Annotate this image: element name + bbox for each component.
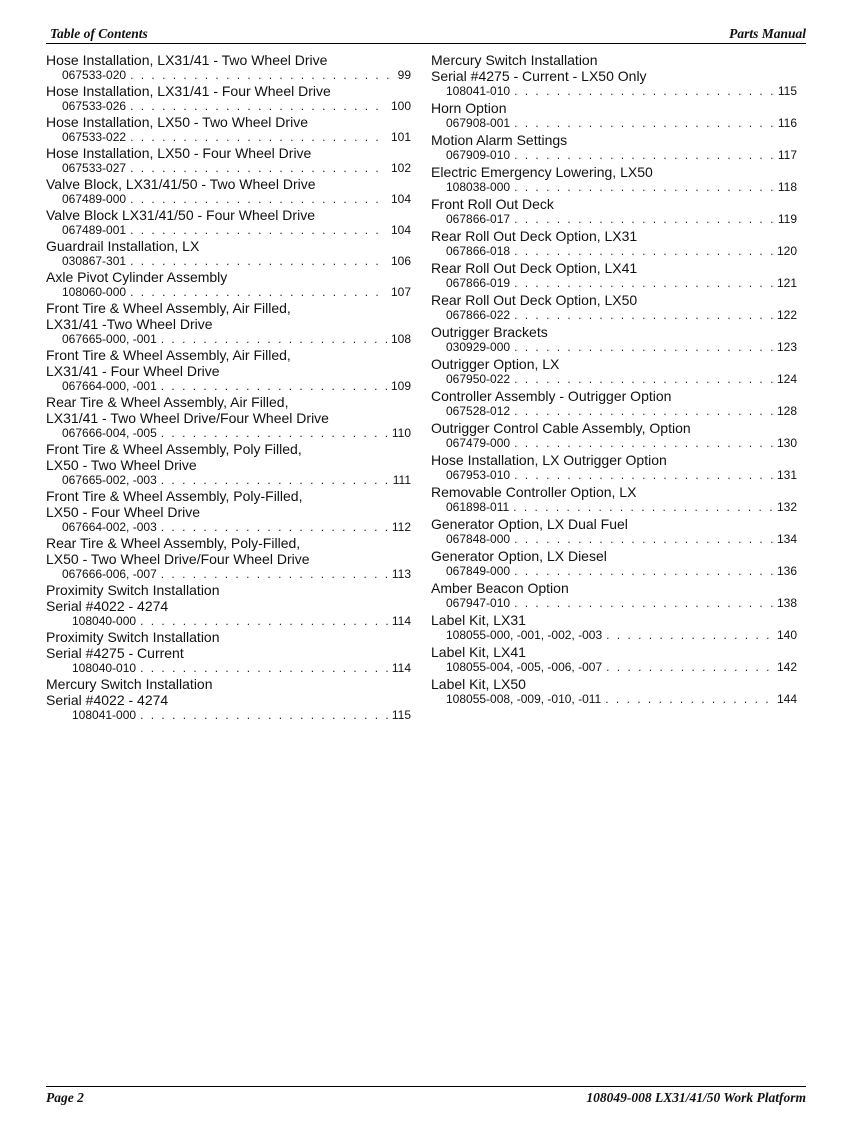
toc-entry[interactable]: [46, 207, 411, 237]
toc-entry-title: Front Tire & Wheel Assembly, Air Filled,: [46, 300, 291, 316]
dot-leader: [514, 340, 773, 354]
part-number: 067666-006, -007: [62, 567, 157, 581]
part-number: 067489-001: [62, 223, 127, 237]
part-number: 067947-010: [446, 596, 511, 610]
toc-entry-title: Outrigger Option, LX: [431, 356, 560, 372]
document-id: 108049-008 LX31/41/50 Work Platform: [586, 1090, 806, 1105]
part-number: 108055-008, -009, -010, -011: [446, 692, 602, 706]
toc-entry-reference: [46, 520, 411, 534]
toc-entry-reference: [431, 116, 797, 130]
page-reference: 110: [391, 426, 411, 440]
part-number: 108040-010: [72, 661, 137, 675]
dot-leader: [606, 660, 773, 674]
part-number: 067866-017: [446, 212, 511, 226]
dot-leader: [514, 180, 774, 194]
toc-entry-title: LX31/41 - Four Wheel Drive: [46, 363, 220, 379]
toc-entry[interactable]: [431, 516, 797, 546]
page-reference: 111: [392, 473, 411, 487]
toc-entry[interactable]: [46, 347, 411, 393]
toc-entry-title: Rear Roll Out Deck Option, LX41: [431, 260, 638, 276]
toc-entry[interactable]: [431, 676, 797, 706]
toc-entry[interactable]: [431, 228, 797, 258]
toc-entry[interactable]: [46, 300, 411, 346]
part-number: 067866-019: [446, 276, 511, 290]
dot-leader: [130, 68, 394, 82]
toc-entry[interactable]: [431, 388, 797, 418]
page-reference: 102: [390, 161, 411, 175]
toc-entry-title: Outrigger Brackets: [431, 324, 548, 340]
page-reference: 104: [390, 223, 411, 237]
toc-entry-reference: [431, 180, 797, 194]
dot-leader: [140, 708, 388, 722]
dot-leader: [130, 254, 387, 268]
page-reference: 100: [390, 99, 411, 113]
toc-entry-title: Label Kit, LX41: [431, 644, 526, 660]
toc-entry-title: Hose Installation, LX31/41 - Two Wheel Drive: [46, 52, 328, 68]
part-number: 067908-001: [446, 116, 511, 130]
toc-entry-reference: [46, 161, 411, 175]
part-number: 067950-022: [446, 372, 511, 386]
page-reference: 114: [391, 614, 411, 628]
toc-entry-reference: [431, 564, 797, 578]
toc-entry[interactable]: [431, 644, 797, 674]
toc-entry[interactable]: [46, 535, 411, 581]
toc-entry-reference: [431, 148, 797, 162]
toc-entry[interactable]: [46, 83, 411, 113]
part-number: 067665-000, -001: [62, 332, 157, 346]
toc-entry-title: Front Tire & Wheel Assembly, Poly-Filled,: [46, 488, 303, 504]
part-number: 067533-020: [62, 68, 127, 82]
toc-entry-title: Hose Installation, LX31/41 - Four Wheel Drive: [46, 83, 331, 99]
dot-leader: [514, 84, 774, 98]
toc-entry-reference: [431, 468, 797, 482]
toc-entry-title: Generator Option, LX Dual Fuel: [431, 516, 628, 532]
toc-entry[interactable]: [431, 132, 797, 162]
page-reference: 117: [777, 148, 797, 162]
toc-entry-title: Guardrail Installation, LX: [46, 238, 200, 254]
dot-leader: [130, 99, 387, 113]
toc-entry-title: LX31/41 -Two Wheel Drive: [46, 316, 213, 332]
part-number: 067666-004, -005: [62, 426, 157, 440]
toc-entry-reference: [46, 379, 411, 393]
toc-entry[interactable]: [46, 145, 411, 175]
toc-left-column: [46, 52, 411, 723]
toc-entry[interactable]: [431, 580, 797, 610]
part-number: 108040-000: [72, 614, 137, 628]
page-reference: 106: [390, 254, 411, 268]
toc-entry-reference: [431, 244, 797, 258]
page-reference: 142: [776, 660, 797, 674]
part-number: 067664-000, -001: [62, 379, 157, 393]
page-reference: 140: [776, 628, 797, 642]
page-reference: 130: [776, 436, 797, 450]
part-number: 067664-002, -003: [62, 520, 157, 534]
toc-entry-title: Motion Alarm Settings: [431, 132, 568, 148]
toc-entry-reference: [431, 340, 797, 354]
part-number: 067909-010: [446, 148, 511, 162]
toc-entry[interactable]: [46, 238, 411, 268]
dot-leader: [514, 436, 773, 450]
dot-leader: [513, 500, 773, 514]
toc-entry[interactable]: [431, 612, 797, 642]
page-reference: 131: [776, 468, 797, 482]
toc-entry[interactable]: [431, 52, 797, 98]
toc-entry[interactable]: [431, 260, 797, 290]
toc-entry-reference: [46, 254, 411, 268]
page-reference: 116: [777, 116, 797, 130]
toc-entry-title: Front Roll Out Deck: [431, 196, 554, 212]
toc-entry[interactable]: [46, 488, 411, 534]
dot-leader: [161, 379, 387, 393]
toc-entry[interactable]: [431, 420, 797, 450]
toc-entry-title: Front Tire & Wheel Assembly, Poly Filled,: [46, 441, 302, 457]
page-reference: 104: [390, 192, 411, 206]
dot-leader: [514, 276, 773, 290]
page-reference: 123: [776, 340, 797, 354]
toc-entry[interactable]: [46, 114, 411, 144]
toc-entry[interactable]: [431, 548, 797, 578]
toc-entry-reference: [431, 372, 797, 386]
toc-entry-title: LX31/41 - Two Wheel Drive/Four Wheel Drive: [46, 410, 329, 426]
toc-entry-reference: [46, 223, 411, 237]
toc-entry[interactable]: [431, 196, 797, 226]
page-reference: 121: [776, 276, 797, 290]
toc-entry[interactable]: [431, 484, 797, 514]
part-number: 030867-301: [62, 254, 127, 268]
page-reference: 120: [776, 244, 797, 258]
toc-entry[interactable]: [46, 676, 411, 722]
toc-entry[interactable]: [46, 269, 411, 299]
toc-entry[interactable]: [431, 452, 797, 482]
toc-entry-reference: [46, 332, 411, 346]
toc-entry[interactable]: [431, 324, 797, 354]
dot-leader: [130, 223, 387, 237]
dot-leader: [514, 532, 773, 546]
page-reference: 108: [390, 332, 411, 346]
dot-leader: [130, 161, 387, 175]
toc-entry-title: Valve Block, LX31/41/50 - Two Wheel Drive: [46, 176, 316, 192]
part-number: 067489-000: [62, 192, 127, 206]
toc-entry-reference: [431, 84, 797, 98]
toc-entry-title: LX50 - Two Wheel Drive: [46, 457, 197, 473]
toc-entry[interactable]: [46, 441, 411, 487]
toc-entry-reference: [431, 212, 797, 226]
page-reference: 119: [777, 212, 797, 226]
page-reference: 144: [776, 692, 797, 706]
toc-entry-title: Proximity Switch Installation: [46, 629, 220, 645]
dot-leader: [161, 567, 388, 581]
dot-leader: [514, 404, 773, 418]
page-reference: 112: [391, 520, 411, 534]
toc-entry-title: Valve Block LX31/41/50 - Four Wheel Drive: [46, 207, 315, 223]
page-header: [46, 25, 806, 44]
toc-entry[interactable]: [46, 176, 411, 206]
toc-entry-title: Rear Roll Out Deck Option, LX50: [431, 292, 638, 308]
page-reference: 134: [776, 532, 797, 546]
page-number: Page 2: [46, 1090, 84, 1105]
toc-entry[interactable]: [46, 394, 411, 440]
toc-entry-title: Removable Controller Option, LX: [431, 484, 637, 500]
toc-entry-reference: [46, 130, 411, 144]
header-manual-title: Parts Manual: [729, 26, 806, 41]
part-number: 067533-027: [62, 161, 127, 175]
toc-entry-reference: [46, 426, 411, 440]
toc-entry-reference: [431, 532, 797, 546]
dot-leader: [514, 148, 774, 162]
toc-entry-title: Horn Option: [431, 100, 507, 116]
toc-entry-title: LX50 - Four Wheel Drive: [46, 504, 201, 520]
toc-entry-title: Serial #4275 - Current: [46, 645, 184, 661]
toc-entry-reference: [431, 692, 797, 706]
page-reference: 109: [390, 379, 411, 393]
toc-entry-reference: [46, 661, 411, 675]
toc-entry-reference: [431, 596, 797, 610]
toc-entry[interactable]: [431, 292, 797, 322]
dot-leader: [514, 596, 773, 610]
page-reference: 101: [390, 130, 411, 144]
toc-entry[interactable]: [431, 356, 797, 386]
toc-entry-title: Label Kit, LX31: [431, 612, 526, 628]
dot-leader: [161, 332, 387, 346]
toc-entry-reference: [431, 500, 797, 514]
page-reference: 115: [777, 84, 797, 98]
toc-entry-title: Serial #4022 - 4274: [46, 598, 169, 614]
page-reference: 118: [777, 180, 797, 194]
dot-leader: [161, 473, 389, 487]
dot-leader: [130, 130, 387, 144]
part-number: 067866-018: [446, 244, 511, 258]
dot-leader: [514, 564, 773, 578]
part-number: 108041-010: [446, 84, 511, 98]
dot-leader: [130, 285, 387, 299]
page-reference: 128: [776, 404, 797, 418]
dot-leader: [130, 192, 387, 206]
page-reference: 136: [776, 564, 797, 578]
toc-entry-reference: [46, 708, 411, 722]
toc-entry-reference: [46, 614, 411, 628]
dot-leader: [514, 212, 774, 226]
dot-leader: [606, 628, 773, 642]
toc-entry-reference: [46, 99, 411, 113]
toc-entry-title: Controller Assembly - Outrigger Option: [431, 388, 672, 404]
page-reference: 138: [776, 596, 797, 610]
dot-leader: [605, 692, 773, 706]
toc-entry-title: Front Tire & Wheel Assembly, Air Filled,: [46, 347, 291, 363]
toc-entry-title: Axle Pivot Cylinder Assembly: [46, 269, 228, 285]
part-number: 067528-012: [446, 404, 511, 418]
toc-entry-title: Rear Tire & Wheel Assembly, Poly-Filled,: [46, 535, 301, 551]
toc-entry-reference: [431, 308, 797, 322]
page-reference: 99: [397, 68, 411, 82]
header-section-title: Table of Contents: [50, 26, 148, 41]
dot-leader: [140, 661, 388, 675]
toc-entry-title: Rear Roll Out Deck Option, LX31: [431, 228, 638, 244]
part-number: 067479-000: [446, 436, 511, 450]
toc-entry-title: Rear Tire & Wheel Assembly, Air Filled,: [46, 394, 289, 410]
part-number: 067533-026: [62, 99, 127, 113]
toc-entry-title: Generator Option, LX Diesel: [431, 548, 607, 564]
toc-entry[interactable]: [431, 164, 797, 194]
toc-entry-reference: [46, 68, 411, 82]
toc-entry[interactable]: [431, 100, 797, 130]
toc-entry-title: Proximity Switch Installation: [46, 582, 220, 598]
page-reference: 124: [776, 372, 797, 386]
dot-leader: [514, 308, 773, 322]
part-number: 067849-000: [446, 564, 511, 578]
toc-entry-title: Serial #4275 - Current - LX50 Only: [431, 68, 647, 84]
toc-entry-title: Electric Emergency Lowering, LX50: [431, 164, 653, 180]
toc-entry-reference: [431, 628, 797, 642]
toc-entry[interactable]: [46, 582, 411, 628]
toc-entry-title: Hose Installation, LX50 - Four Wheel Drive: [46, 145, 312, 161]
part-number: 108041-000: [72, 708, 137, 722]
page-reference: 114: [391, 661, 411, 675]
dot-leader: [161, 520, 388, 534]
toc-entry-reference: [46, 192, 411, 206]
page-reference: 113: [391, 567, 411, 581]
page-footer: [46, 1086, 806, 1109]
part-number: 067665-002, -003: [62, 473, 157, 487]
toc-entry-reference: [431, 660, 797, 674]
part-number: 108060-000: [62, 285, 127, 299]
toc-entry-title: Mercury Switch Installation: [46, 676, 213, 692]
part-number: 067953-010: [446, 468, 511, 482]
toc-entry-reference: [431, 404, 797, 418]
toc-entry[interactable]: [46, 52, 411, 82]
toc-entry-title: Label Kit, LX50: [431, 676, 526, 692]
part-number: 067866-022: [446, 308, 511, 322]
toc-entry-title: Serial #4022 - 4274: [46, 692, 169, 708]
dot-leader: [514, 468, 773, 482]
toc-entry-reference: [431, 436, 797, 450]
toc-entry-reference: [431, 276, 797, 290]
toc-entry-reference: [46, 285, 411, 299]
dot-leader: [514, 116, 774, 130]
toc-entry-title: Hose Installation, LX Outrigger Option: [431, 452, 667, 468]
part-number: 108038-000: [446, 180, 511, 194]
page-reference: 107: [390, 285, 411, 299]
toc-entry-title: Hose Installation, LX50 - Two Wheel Drive: [46, 114, 308, 130]
toc-entry-title: LX50 - Two Wheel Drive/Four Wheel Drive: [46, 551, 310, 567]
dot-leader: [161, 426, 388, 440]
toc-entry-title: Mercury Switch Installation: [431, 52, 598, 68]
toc-right-column: [431, 52, 797, 708]
dot-leader: [140, 614, 388, 628]
dot-leader: [514, 244, 773, 258]
toc-entry-title: Amber Beacon Option: [431, 580, 569, 596]
page-reference: 122: [776, 308, 797, 322]
page-reference: 115: [391, 708, 411, 722]
part-number: 108055-004, -005, -006, -007: [446, 660, 603, 674]
toc-entry-reference: [46, 567, 411, 581]
part-number: 067848-000: [446, 532, 511, 546]
part-number: 108055-000, -001, -002, -003: [446, 628, 603, 642]
part-number: 061898-011: [446, 500, 510, 514]
page-reference: 132: [776, 500, 797, 514]
toc-entry-title: Outrigger Control Cable Assembly, Option: [431, 420, 691, 436]
dot-leader: [514, 372, 773, 386]
toc-entry[interactable]: [46, 629, 411, 675]
part-number: 067533-022: [62, 130, 127, 144]
part-number: 030929-000: [446, 340, 511, 354]
toc-entry-reference: [46, 473, 411, 487]
